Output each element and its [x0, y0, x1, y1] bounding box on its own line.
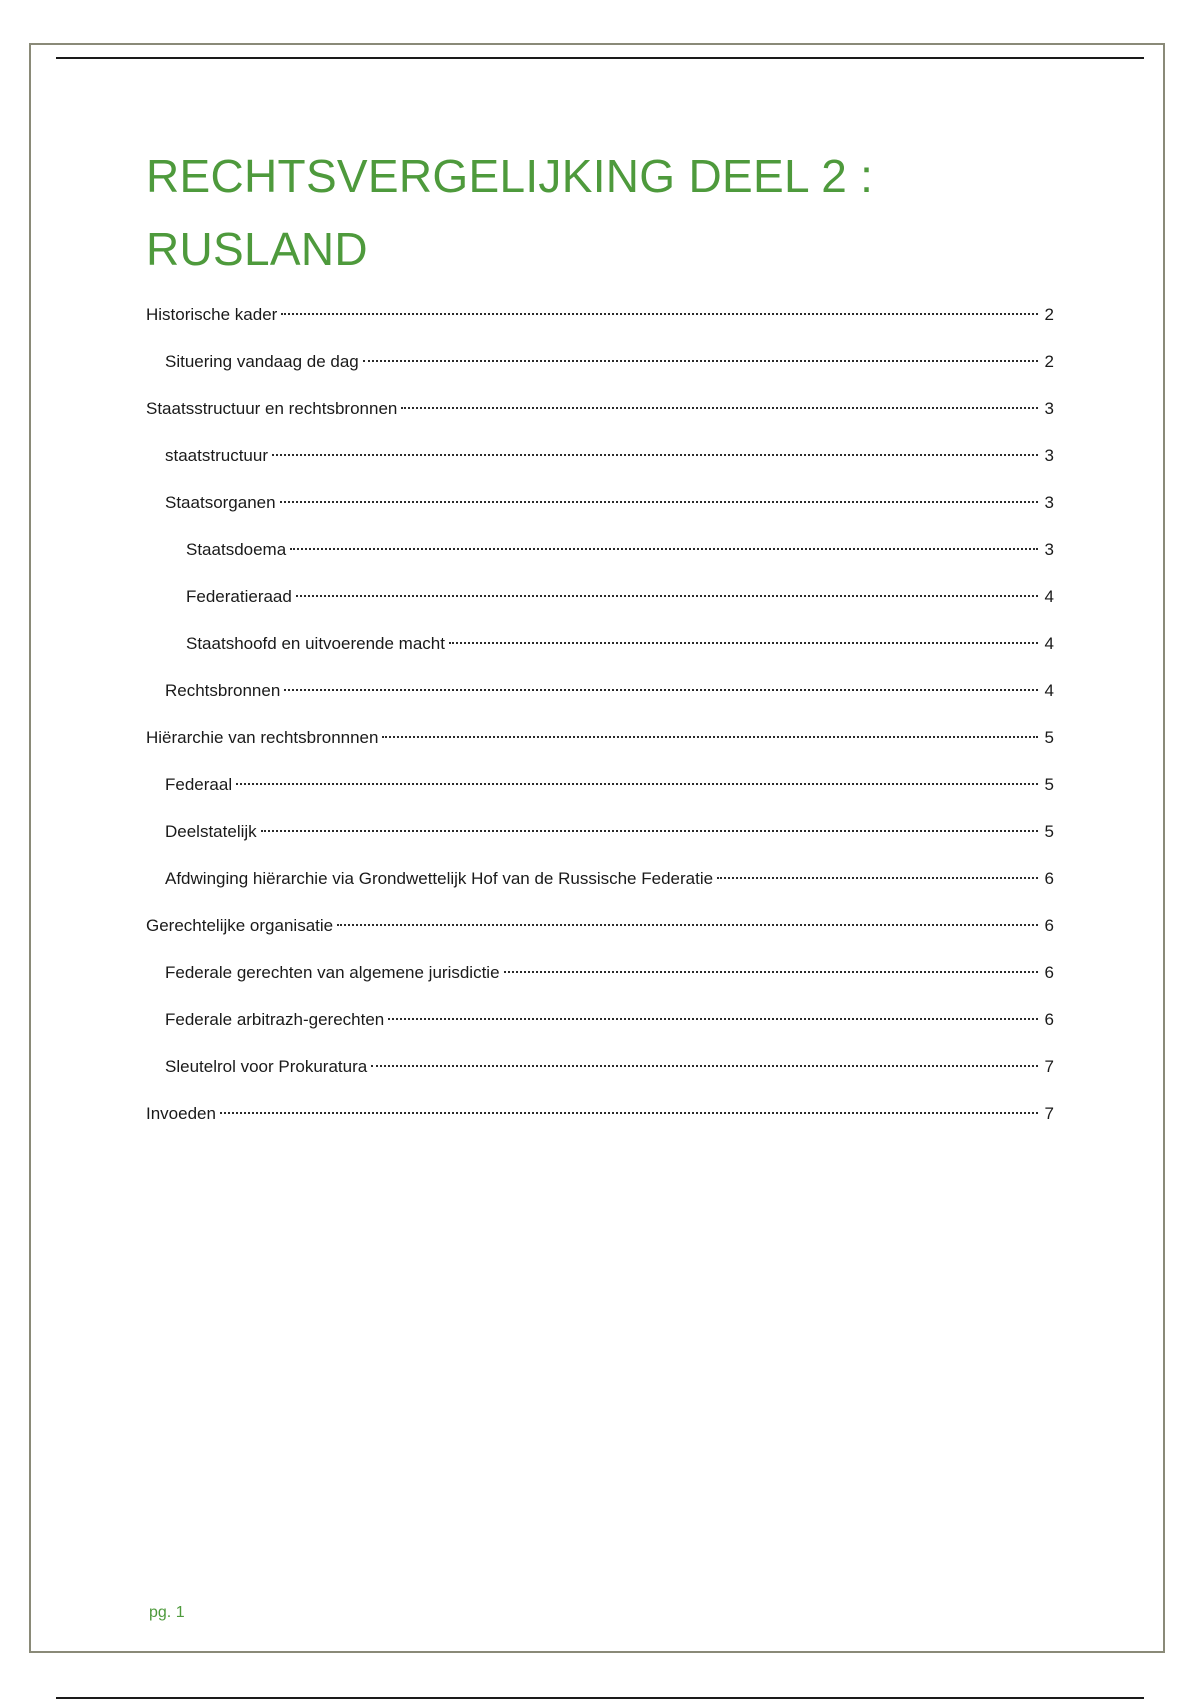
toc-entry[interactable]: [146, 1049, 1054, 1096]
toc-entry-page-number[interactable]: 6: [1044, 916, 1054, 935]
toc-entry[interactable]: [146, 861, 1054, 908]
toc-dot-leader: [363, 360, 1038, 362]
document-title: [146, 140, 1046, 286]
toc-dot-leader: [284, 689, 1038, 691]
toc-dot-leader: [280, 501, 1038, 503]
toc-entry[interactable]: [146, 955, 1054, 1002]
toc-dot-leader: [401, 407, 1038, 409]
toc-entry-page-number[interactable]: 2: [1044, 352, 1054, 371]
toc-dot-leader: [717, 877, 1038, 879]
toc-entry-title[interactable]: Deelstatelijk: [165, 822, 257, 841]
toc-entry-title[interactable]: Staatshoofd en uitvoerende macht: [186, 634, 445, 653]
toc-entry[interactable]: [146, 579, 1054, 626]
toc-entry[interactable]: [146, 532, 1054, 579]
toc-entry-page-number[interactable]: 6: [1044, 869, 1054, 888]
toc-entry[interactable]: [146, 626, 1054, 673]
toc-dot-leader: [290, 548, 1038, 550]
toc-entry-title[interactable]: Historische kader: [146, 305, 278, 324]
toc-dot-leader: [236, 783, 1038, 785]
toc-entry-page-number[interactable]: 3: [1044, 446, 1054, 465]
toc-dot-leader: [296, 595, 1038, 597]
toc-entry[interactable]: [146, 1002, 1054, 1049]
toc-entry-title[interactable]: Federatieraad: [186, 587, 292, 606]
toc-entry-title[interactable]: Situering vandaag de dag: [165, 352, 359, 371]
table-of-contents: [146, 297, 1054, 1143]
toc-entry-page-number[interactable]: 5: [1044, 775, 1054, 794]
toc-entry-page-number[interactable]: 5: [1044, 728, 1054, 747]
toc-entry[interactable]: [146, 1096, 1054, 1143]
toc-entry-page-number[interactable]: 6: [1044, 1010, 1054, 1029]
toc-entry-title[interactable]: Hiërarchie van rechtsbronnnen: [146, 728, 379, 747]
toc-entry[interactable]: [146, 485, 1054, 532]
toc-entry-title[interactable]: Staatsstructuur en rechtsbronnen: [146, 399, 398, 418]
toc-entry-title[interactable]: Federale arbitrazh-gerechten: [165, 1010, 385, 1029]
toc-dot-leader: [371, 1065, 1038, 1067]
header-rule: [56, 57, 1144, 59]
toc-entry-title[interactable]: Sleutelrol voor Prokuratura: [165, 1057, 368, 1076]
toc-entry[interactable]: [146, 297, 1054, 344]
toc-entry-page-number[interactable]: 4: [1044, 634, 1054, 653]
toc-entry[interactable]: [146, 344, 1054, 391]
toc-entry-title[interactable]: Federaal: [165, 775, 233, 794]
toc-dot-leader: [504, 971, 1038, 973]
toc-dot-leader: [281, 313, 1038, 315]
next-page-rule: [56, 1697, 1144, 1699]
toc-entry-page-number[interactable]: 6: [1044, 963, 1054, 982]
toc-entry-title[interactable]: Federale gerechten van algemene jurisdictie: [165, 963, 500, 982]
toc-entry-page-number[interactable]: 3: [1044, 540, 1054, 559]
toc-entry-page-number[interactable]: 4: [1044, 681, 1054, 700]
toc-entry-page-number[interactable]: 4: [1044, 587, 1054, 606]
toc-entry-page-number[interactable]: 3: [1044, 399, 1054, 418]
toc-entry[interactable]: [146, 720, 1054, 767]
toc-dot-leader: [337, 924, 1038, 926]
page-number-footer: pg. 1: [149, 1604, 185, 1621]
toc-entry-title[interactable]: Invoeden: [146, 1104, 216, 1123]
toc-dot-leader: [261, 830, 1038, 832]
document-title-line-2: RUSLAND: [146, 223, 368, 275]
toc-dot-leader: [272, 454, 1038, 456]
toc-dot-leader: [382, 736, 1038, 738]
toc-entry-page-number[interactable]: 7: [1044, 1104, 1054, 1123]
toc-entry-title[interactable]: Rechtsbronnen: [165, 681, 281, 700]
document-title-line-1: RECHTSVERGELIJKING DEEL 2 :: [146, 150, 874, 202]
toc-entry-title[interactable]: Staatsorganen: [165, 493, 276, 512]
toc-entry[interactable]: [146, 391, 1054, 438]
toc-entry-page-number[interactable]: 7: [1044, 1057, 1054, 1076]
toc-entry[interactable]: [146, 767, 1054, 814]
toc-entry[interactable]: [146, 673, 1054, 720]
toc-entry-page-number[interactable]: 3: [1044, 493, 1054, 512]
toc-entry[interactable]: [146, 438, 1054, 485]
toc-dot-leader: [388, 1018, 1038, 1020]
toc-entry[interactable]: [146, 814, 1054, 861]
toc-entry-title[interactable]: Gerechtelijke organisatie: [146, 916, 334, 935]
toc-entry-title[interactable]: staatstructuur: [165, 446, 268, 465]
toc-entry-title[interactable]: Afdwinging hiërarchie via Grondwettelijk Hof van de Russische Federatie: [165, 869, 714, 888]
toc-entry-page-number[interactable]: 5: [1044, 822, 1054, 841]
toc-entry[interactable]: [146, 908, 1054, 955]
toc-entry-page-number[interactable]: 2: [1044, 305, 1054, 324]
toc-entry-title[interactable]: Staatsdoema: [186, 540, 287, 559]
toc-dot-leader: [220, 1112, 1038, 1114]
toc-dot-leader: [449, 642, 1038, 644]
